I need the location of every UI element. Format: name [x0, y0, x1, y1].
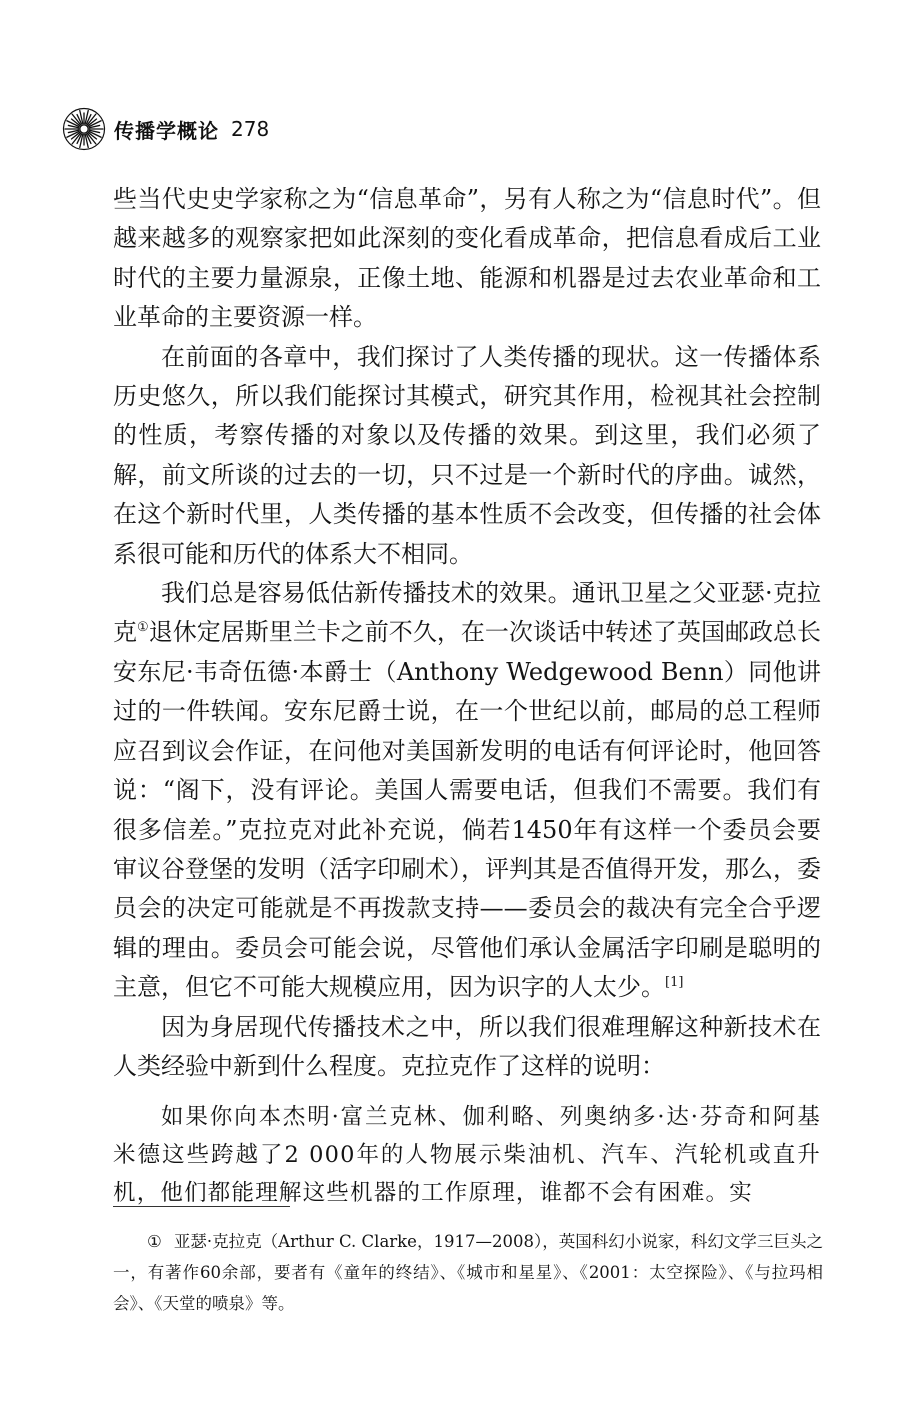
footnote [113, 1226, 823, 1319]
footnote-divider [113, 1206, 290, 1207]
clarke-text-rest: 退休定居斯里兰卡之前不久，在一次谈话中转述了英国邮政总长安东尼·韦奇伍德·本爵士（Anthony Wedgewood Benn）同他讲过的一件轶闻。安东尼爵士说，在一个世纪以前，邮局的总工程师应召到议会作证，在问他对美国新发明的电话有何评论时，他回答说：“阁下，没有评论。美国人需要电话，但我们不需要。我们有很多信差。”克拉克对此补充说，倘若1450年有这样一个委员会要审议谷登堡的发明（活字印刷术），评判其是否值得开发，那么，委员会的决定可能就是不再拨款支持——委员会的裁决有完全合乎逻辑的理由。委员会可能会说，尽管他们承认金属活字印刷是聪明的主意，但它不可能大规模应用，因为识字的人太少。 [113, 618, 822, 1002]
paragraph-continued: 些当代史史学家称之为“信息革命”，另有人称之为“信息时代”。但越来越多的观察家把如此深刻的变化看成革命，把信息看成后工业时代的主要力量源泉，正像土地、能源和机器是过去农业革命和工业革命的主要资源一样。 [113, 185, 821, 332]
block-quote: 如果你向本杰明·富兰克林、伽利略、列奥纳多·达·芬奇和阿基米德这些跨越了2 000年的人物展示柴油机、汽车、汽轮机或直升机，他们都能理解这些机器的工作原理，谁都不会有困难。实 [113, 1104, 821, 1207]
footnote-marker[interactable]: ① [137, 620, 149, 636]
running-header [62, 104, 269, 154]
footnote-number: ① [147, 1232, 162, 1251]
reference-marker[interactable]: [1] [665, 975, 684, 991]
paragraph-clarke-anecdote [113, 574, 821, 1007]
page-number: 278 [231, 117, 270, 141]
clarke-text-start: 我们总是容易低估新传播技术的效果。通讯卫星之父亚瑟·克拉克 [113, 579, 821, 647]
book-title: 传播学概论 [114, 118, 219, 143]
paragraph-prelude: 在前面的各章中，我们探讨了人类传播的现状。这一传播体系历史悠久，所以我们能探讨其模式，研究其作用，检视其社会控制的性质，考察传播的对象以及传播的效果。到这里，我们必须了解，前文所谈的过去的一切，只不过是一个新时代的序曲。诚然，在这个新时代里，人类传播的基本性质不会改变，但传播的社会体系很可能和历代的体系大不相同。 [113, 342, 821, 568]
paragraph-closing: 因为身居现代传播技术之中，所以我们很难理解这种新技术在人类经验中新到什么程度。克拉克作了这样的说明： [113, 1012, 821, 1080]
main-text [113, 180, 821, 1212]
footnote-text: 亚瑟·克拉克（Arthur C. Clarke，1917—2008），英国科幻小说家，科幻文学三巨头之一，有著作60余部，要者有《童年的终结》、《城市和星星》、《2001：太空探险》、《与拉玛相会》、《天堂的喷泉》等。 [113, 1232, 823, 1313]
radial-sun-emblem-icon [62, 107, 106, 151]
